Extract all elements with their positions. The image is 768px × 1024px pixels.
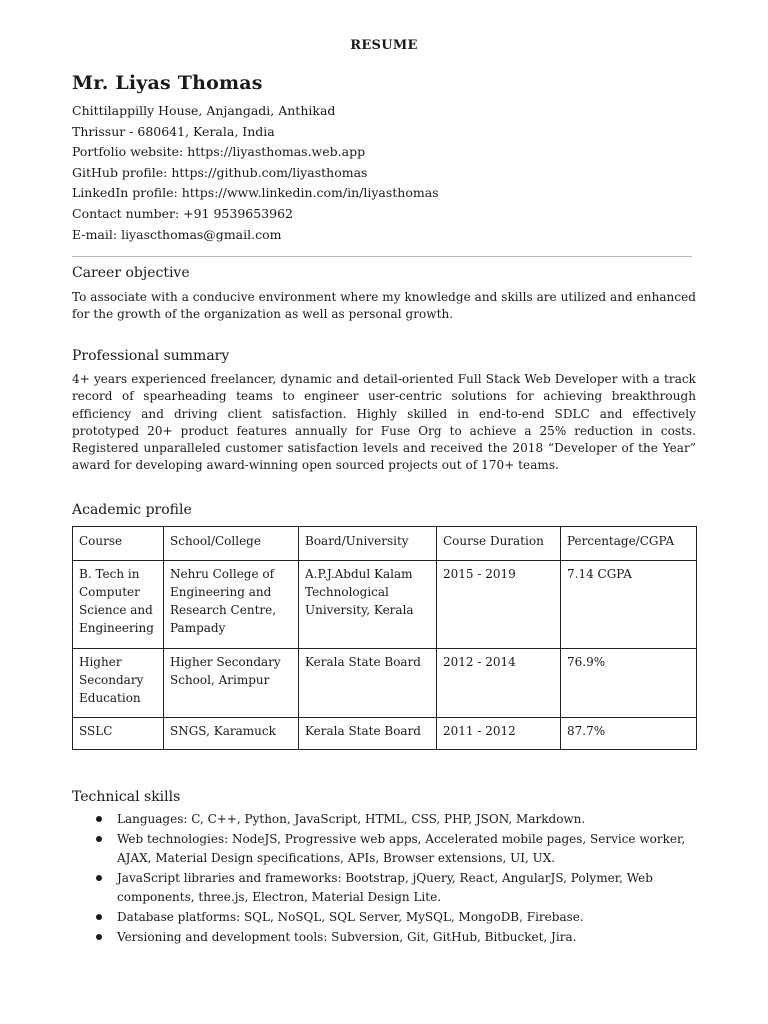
email-line: E-mail: liyascthomas@gmail.com bbox=[72, 226, 282, 242]
list-item bbox=[72, 869, 696, 907]
column-header: School/College bbox=[164, 527, 299, 561]
column-header: Course Duration bbox=[437, 527, 561, 561]
contact-block bbox=[72, 101, 439, 245]
bullet-icon bbox=[96, 875, 102, 881]
table-cell: Higher Secondary School, Arimpur bbox=[164, 649, 299, 718]
table-cell: Higher Secondary Education bbox=[73, 649, 164, 718]
column-header: Board/University bbox=[299, 527, 437, 561]
bullet-icon bbox=[96, 836, 102, 842]
technical-skills-heading: Technical skills bbox=[72, 789, 181, 805]
list-item bbox=[72, 810, 696, 829]
skill-text: Languages: C, C++, Python, JavaScript, HTML, CSS, PHP, JSON, Markdown. bbox=[117, 812, 586, 826]
github-line: GitHub profile: https://github.com/liyasthomas bbox=[72, 164, 368, 180]
list-item bbox=[72, 908, 696, 927]
academic-profile-heading: Academic profile bbox=[72, 502, 192, 518]
column-header: Percentage/CGPA bbox=[561, 527, 697, 561]
skill-text: Web technologies: NodeJS, Progressive web apps, Accelerated mobile pages, Service worker, AJAX, Material Design specifications, APIs, Browser extensions, UI, UX. bbox=[117, 832, 686, 865]
table-cell: SSLC bbox=[73, 718, 164, 750]
bullet-icon bbox=[96, 914, 102, 920]
address-line-1: Chittilappilly House, Anjangadi, Anthikad bbox=[72, 103, 336, 118]
address-line-2: Thrissur - 680641, Kerala, India bbox=[72, 123, 275, 139]
skill-text: Versioning and development tools: Subversion, Git, GitHub, Bitbucket, Jira. bbox=[117, 930, 577, 944]
document-title: RESUME bbox=[350, 38, 418, 53]
table-cell: SNGS, Karamuck bbox=[164, 718, 299, 750]
table-cell: 2012 - 2014 bbox=[437, 649, 561, 718]
table-cell: A.P.J.Abdul Kalam Technological University, Kerala bbox=[299, 561, 437, 649]
table-cell: 2015 - 2019 bbox=[437, 561, 561, 649]
academic-table bbox=[72, 526, 697, 750]
skill-text: Database platforms: SQL, NoSQL, SQL Server, MySQL, MongoDB, Firebase. bbox=[117, 910, 584, 924]
career-objective-heading: Career objective bbox=[72, 265, 190, 281]
list-item bbox=[72, 830, 696, 868]
table-row bbox=[73, 718, 697, 750]
list-item bbox=[72, 928, 696, 947]
professional-summary-text: 4+ years experienced freelancer, dynamic and detail-oriented Full Stack Web Developer with a track record of spearheading teams to engineer user-centric solutions for achieving breakthrough efficiency and driving client satisfaction. Highly skilled in end-to-end SDLC and effectively prototyped 20+ product features annually for Fuse Org to achieve a 25% reduction in costs. Registered unparalleled customer satisfaction levels and received the 2018 “Developer of the Year” award for developing award-winning open sourced projects out of 170+ teams. bbox=[72, 372, 696, 473]
linkedin-line: LinkedIn profile: https://www.linkedin.com/in/liyasthomas bbox=[72, 185, 439, 201]
skills-list bbox=[72, 810, 696, 948]
bullet-icon bbox=[96, 934, 102, 940]
candidate-name: Mr. Liyas Thomas bbox=[72, 72, 263, 94]
section-divider bbox=[72, 256, 692, 257]
table-cell: 87.7% bbox=[561, 718, 697, 750]
table-cell: 7.14 CGPA bbox=[561, 561, 697, 649]
table-row bbox=[73, 649, 697, 718]
column-header: Course bbox=[73, 527, 164, 561]
phone-line: Contact number: +91 9539653962 bbox=[72, 205, 294, 221]
professional-summary-heading: Professional summary bbox=[72, 348, 230, 364]
bullet-icon bbox=[96, 816, 102, 822]
table-cell: Kerala State Board bbox=[299, 649, 437, 718]
table-header-row bbox=[73, 527, 697, 561]
table-cell: 2011 - 2012 bbox=[437, 718, 561, 750]
table-cell: Kerala State Board bbox=[299, 718, 437, 750]
career-objective-text: To associate with a conducive environment where my knowledge and skills are utilized and enhanced for the growth of the organization as well as personal growth. bbox=[72, 290, 696, 322]
table-cell: 76.9% bbox=[561, 649, 697, 718]
table-cell: Nehru College of Engineering and Research Centre, Pampady bbox=[164, 561, 299, 649]
portfolio-line: Portfolio website: https://liyasthomas.web.app bbox=[72, 144, 366, 160]
table-cell: B. Tech in Computer Science and Engineering bbox=[73, 561, 164, 649]
skill-text: JavaScript libraries and frameworks: Bootstrap, jQuery, React, AngularJS, Polymer, Web components, three.js, Electron, Material Design Lite. bbox=[117, 871, 653, 904]
table-row bbox=[73, 561, 697, 649]
